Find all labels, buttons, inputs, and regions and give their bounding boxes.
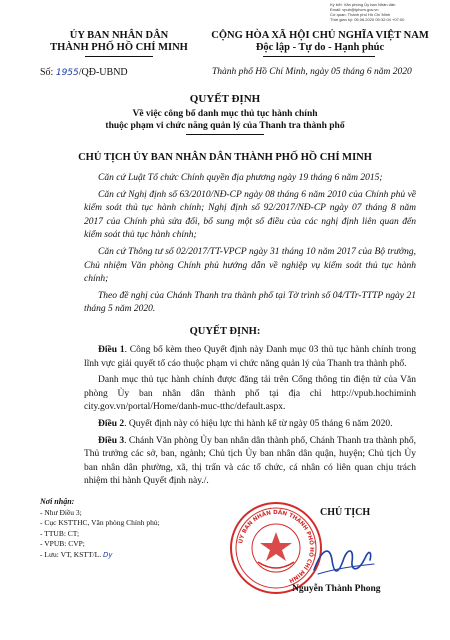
digital-signature-line: Cơ quan: Thành phố Hồ Chí Minh: [330, 12, 391, 17]
motto: Độc lập - Tự do - Hạnh phúc: [255, 42, 385, 53]
handwritten-initial: Dy: [102, 550, 113, 559]
issue-date: Thành phố Hồ Chí Minh, ngày 05 tháng 6 năm 2020: [212, 67, 412, 77]
article-paragraph: [84, 344, 416, 371]
recipient-item: [40, 550, 160, 561]
article-paragraph: [84, 435, 416, 489]
digital-signature-line: Email: vpub@tphcm.gov.vn: [330, 7, 379, 12]
document-number-label: Số:: [40, 67, 54, 78]
recipients: [40, 497, 160, 560]
document-number-suffix: /QĐ-UBND: [78, 67, 128, 78]
motto-underline: [263, 56, 375, 57]
seal-ring-textpath: ỦY BAN NHÂN DÂN THÀNH PHỐ HỒ CHÍ MINH: [238, 509, 315, 584]
recipient-item: - TTUB: CT;: [40, 528, 80, 538]
decision-heading: QUYẾT ĐỊNH:: [189, 326, 261, 337]
article-paragraph: [84, 374, 416, 415]
preamble: [84, 172, 416, 320]
nation-name: CỘNG HÒA XÃ HỘI CHỦ NGHĨA VIỆT NAM: [211, 30, 429, 41]
handwritten-signature-icon: [308, 540, 378, 582]
article-label: Điều 2: [98, 418, 125, 429]
article-text: Danh mục thủ tục hành chính được đăng tải trên Cổng thông tin điện tử của Văn phòng Ủy ban nhân dân thành phố tại địa chỉ http://vpub.hochiminh city.gov.vn/portal/Home/danh-muc-tthc/default.aspx.: [84, 375, 416, 413]
document-number-value: 1955: [55, 68, 79, 78]
document-subtitle: [0, 108, 450, 132]
article-label: Điều 1: [98, 345, 125, 355]
subtitle-underline: [186, 134, 264, 135]
issuing-organization: [34, 30, 204, 54]
document-title: QUYẾT ĐỊNH: [189, 93, 261, 105]
articles: [84, 344, 416, 492]
article-text: . Công bố kèm theo Quyết định này Danh mục 03 thủ tục hành chính trong lĩnh vực giải quyết tố cáo thuộc phạm vi chức năng quản lý của Thanh tra thành phố.: [84, 345, 416, 369]
digital-signature-line: Ký bởi: Văn phòng Ủy ban Nhân dân: [330, 2, 396, 7]
preamble-paragraph: Căn cứ Thông tư số 02/2017/TT-VPCP ngày 31 tháng 10 năm 2017 của Bộ trưởng, Chủ nhiệm Văn phòng Chính phủ hướng dẫn về nghiệp vụ kiểm soát thủ tục hành chính;: [84, 246, 416, 285]
subtitle-line1: Về việc công bố danh mục thủ tục hành chính: [132, 109, 318, 119]
preamble-paragraph: Căn cứ Nghị định số 63/2010/NĐ-CP ngày 08 tháng 6 năm 2010 của Chính phủ về kiểm soát thủ tục hành chính; Nghị định số 92/2017/NĐ-CP ngày 07 tháng 8 năm 2017 của Chính phủ sửa đổi, bổ sung một số điều của các nghị định liên quan đến kiểm soát thủ tục hành chính;: [84, 189, 416, 241]
recipients-title: Nơi nhận:: [40, 497, 75, 506]
subtitle-line2: thuộc phạm vi chức năng quản lý của Thanh tra thành phố: [105, 121, 345, 131]
org-name-line1: ỦY BAN NHÂN DÂN: [69, 30, 169, 41]
recipient-item-text: - Lưu: VT, KSTT/L.: [40, 549, 102, 559]
article-paragraph: [84, 418, 416, 432]
org-name-line2: THÀNH PHỐ HỒ CHÍ MINH: [50, 42, 188, 53]
preamble-paragraph: Theo đề nghị của Chánh Thanh tra thành phố tại Tờ trình số 04/TTr-TTTP ngày 21 tháng 5 năm 2020.: [84, 290, 416, 315]
document-number: [40, 67, 128, 78]
recipient-item: - VPUB: CVP;: [40, 539, 85, 548]
digital-signature-info: [330, 2, 404, 22]
recipient-item: - Như Điều 3;: [40, 507, 82, 517]
national-motto: [205, 30, 435, 54]
authority-title: CHỦ TỊCH ỦY BAN NHÂN DÂN THÀNH PHỐ HỒ CHÍ MINH: [78, 152, 372, 163]
article-text: . Quyết định này có hiệu lực thi hành kể từ ngày 05 tháng 6 năm 2020.: [124, 418, 393, 429]
preamble-paragraph: Căn cứ Luật Tổ chức Chính quyền địa phương ngày 19 tháng 6 năm 2015;: [98, 173, 383, 183]
article-text: . Chánh Văn phòng Ủy ban nhân dân thành phố, Chánh Thanh tra thành phố, Thủ trưởng các sở, ban, ngành; Chủ tịch Ủy ban nhân dân quận, huyện; Chủ tịch Ủy ban nhân dân phường, xã, thị trấn và các tổ chức, cá nhân có liên quan chịu trách nhiệm thi hành Quyết định này./.: [84, 435, 416, 487]
signer-name: Nguyễn Thành Phong: [292, 584, 381, 594]
signer-title: CHỦ TỊCH: [320, 507, 371, 518]
article-label: Điều 3: [98, 435, 125, 446]
org-underline: [85, 56, 153, 57]
recipient-item: - Cục KSTTHC, Văn phòng Chính phủ;: [40, 518, 160, 527]
digital-signature-line: Thời gian ký: 05.06.2020 09:32:04 +07:00: [330, 17, 405, 22]
